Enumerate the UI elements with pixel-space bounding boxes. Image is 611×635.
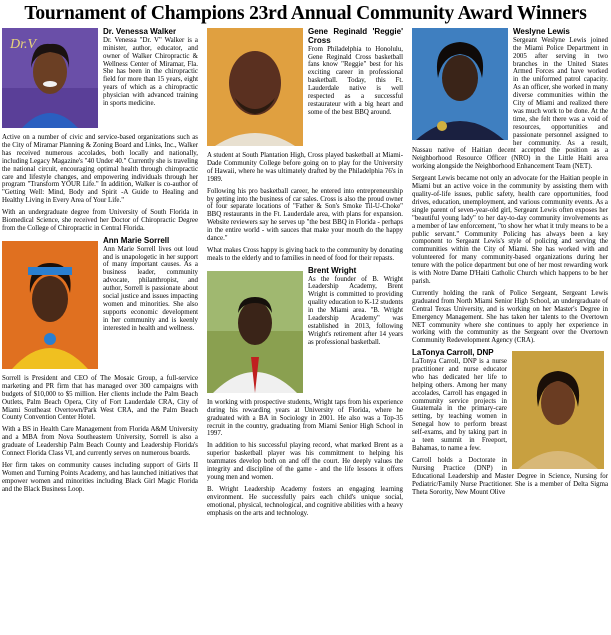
sorrell-paragraph-3: Her firm takes on community causes including support of Girls II Women and Turning Points Academy, and has launched initiatives that empower women and minorities including Black Girl Magic Florida and the Black Business Loop. — [2, 461, 198, 493]
carroll-photo — [512, 351, 608, 469]
lewis-photo — [412, 28, 508, 140]
wright-portrait — [207, 271, 303, 393]
cross-paragraph-3: What makes Cross happy is giving back to the community by donating meals to the elderly and to families in need of food for their repasts. — [207, 246, 403, 262]
cross-paragraph-1: A student at South Plantation High, Cross played basketball at Miami-Dade Community College before going on to play for the University of Hawaii, where he was ultimately drafted by the Philadelphia 76's in 1989. — [207, 152, 403, 183]
sorrell-portrait — [2, 241, 98, 369]
sorrell-intro: Ann Marie Sorrell lives out loud and is unapologetic in her support of many important causes. As a business leader, community advocate, philanthropist, and author, Sorrell is passionate about social justice and issues impacting women and minorities. She also supports economic development in her community and is keenly interested in health and wellness. — [103, 245, 198, 332]
carroll-intro: LaTonya Carroll, DNP is a nurse practitioner and nurse educator who has dedicated her life to helping others. Among her many accolades, Carroll has engaged in community service projects in Guatemala in the primary-care setting, by teaching women in Senegal how to perform breast self-exams, and by taking part in a teen summit in Freeport, Bahamas, to name a few. — [412, 358, 507, 452]
wright-paragraph-2: In addition to his successful playing record, what marked Brent as a superior basketball player was his commitment to helping his teammates develop both on and off the court. He deeply values the integrity and discipline of the game - and the life lessons it offers young men and women. — [207, 442, 403, 481]
lewis-paragraph-2: Currently holding the rank of Police Sergeant, Sergeant Lewis graduated from North Miami Senior High School, an undergraduate of Central Texas University, and is working on her Master's Degree in Emergency Management. She has taken her talents to the Overtown NET community where she continues to apply her experience in working with the community as the Sergeant over the Overtown Community Redevelopment Agency (CRA). — [412, 289, 608, 345]
sorrell-paragraph-2: With a BS in Health Care Management from Florida A&M University and a MBA from Nova Southeastern University, Sorrell is also a graduate of Leadership Palm Beach County and Leadership Florida's Connect Florida Class VI, and currently serves on numerous boards. — [2, 426, 198, 458]
column-3 — [412, 28, 608, 635]
wright-paragraph-3: B. Wright Leadership Academy fosters an engaging learning environment. He successfully pairs each child's unique social, emotional, physical, technological, and cognitive abilities with a heavy emphasis on the arts and technology. — [207, 485, 403, 517]
column-2 — [207, 28, 403, 635]
carroll-portrait — [512, 351, 604, 469]
lewis-name: Weslyne Lewis — [513, 28, 570, 36]
walker-paragraph-1: Active on a number of civic and service-based organizations such as the City of Miramar Planning & Zoning Board and Links, Inc., Walker has received numerous accolades, both locally and nationally, including Legacy Magazine's "40 Under 40." Currently she is traveling the national circuit, encouraging optimal health through chiropractic care and lifestyle changes, and empowering individuals through her program "Transform YOUR Life." In addition, Walker is co-author of "Getting Well: Mind, Body and Spirit -A Guide to Healing and Healthy Living in Every Area of Your Life." — [2, 134, 198, 205]
sorrell-paragraph-1: Sorrell is President and CEO of The Mosaic Group, a full-service marketing and PR firm that has managed over 300 campaigns with budgets of $10,000 to $5 million. Her clients include the Palm Beach Outlets, Palm Beach Opera, City of Fort Lauderdale CRA, City of Miami Southeast Overtown/Park West CRA, and the Palm Beach County Convention Center Hotel. — [2, 374, 198, 422]
wright-name: Brent Wright — [308, 265, 357, 275]
page-title: Tournament of Champions 23rd Annual Community Award Winners — [24, 3, 587, 24]
walker-name: Dr. Venessa Walker — [103, 28, 177, 36]
lewis-intro: Sergeant Weslyne Lewis joined the Miami Police Department in 2005 after serving in two branches in the United States Armed Forces and have worked in the uniformed patrol capacity. As an officer, she worked in many diverse communities within the City of Miami and realized there was much work to be done. At the time, she felt there was a void of resources, opportunities and passionate personnel assigned to her community. As a result, Nassau native of Haitian decent accepted the position as a Neighborhood Resource Officer (NRO) in the Little Haiti area working alongside the Neighborhood Enhancement Team (NET). — [412, 36, 608, 171]
column-1 — [2, 28, 198, 635]
cross-portrait — [207, 28, 303, 146]
sorrell-photo — [2, 241, 98, 369]
wright-paragraph-1: In working with prospective students, Wright taps from his experience during his rewarding years at University of Florida, where he graduated with a BA in Sociology in 2001. He also was a Top-35 recruit in the country, graduating from Miami Senior High School in 1997. — [207, 398, 403, 438]
wright-intro: As the founder of B. Wright Leadership Academy, Brent Wright is committed to providing quality education to K-12 students in the Miami area. "B. Wright Leadership Academy" was established in 2013, following Wright's retirement after 14 years as professional basketball. — [308, 275, 403, 346]
cross-name: Gene Reginald 'Reggie' Cross — [308, 28, 403, 45]
cross-intro: From Philadelphia to Honolulu, Gene Reginald Cross basketball fans know "Reggie" best for his exciting career in professional basketball. Today, this Ft. Lauderdale native is well respected as a successful restaurateur with a big heart and some of the best BBQ around. — [308, 45, 403, 116]
walker-intro: Dr. Venessa "Dr. V" Walker is a minister, author, educator, and owner of Walker Chiropractic & Wellness Center of Miramar, Fla. She has been in the chiropractic field for more than 15 years, eight years of which as a chiropractic physician with advanced training in sports medicine. — [103, 36, 198, 108]
lewis-portrait — [412, 28, 508, 140]
cross-photo — [207, 28, 303, 146]
cross-paragraph-2: Following his pro basketball career, he entered into entrepreneurship by getting into the business of car sales. Cross is also the proud owner of four separate locations of "Father & Son's Smoke Til-U-Choke" BBQ restaurants in the Ft. Lauderdale area, with plans for expansion. Website reviewers say he serves up "the best BBQ in Florida - perhaps in the entire world - with sauces that make your mouth do the happy dance." — [207, 187, 403, 243]
wright-photo — [207, 271, 303, 393]
walker-photo — [2, 28, 98, 128]
lewis-paragraph-1: Sergeant Lewis became not only an advocate for the Haitian people in Miami but an active voice in the community by assisting them with quality-of-life issues, public safety, health care opportunities, food drives, education, unemployment, and various community events. As a single parent of seven-year-old girl, Sergeant Lewis often exposes her "beautiful young lady" to her day-to-day community involvements as a member of law enforcement, "to show her what it truly means to be a public servant." Community Policing has always been a key component to Sergeant Lewis's style of policing and serving the communities within the City of Miami. She has worked with and volunteered for many community-based organizations during her tenure with the police department but one of her most rewarding work is with Notre Dame D'Haiti Catholic Church which happens to be her parish. — [412, 175, 608, 285]
carroll-paragraph-1: Carroll holds a Doctorate in Nursing Practice (DNP) in Educational Leadership and Master Degree in Science, Nursing for Pediatric/Family Nurse Practitioner. She is a member of Delta Sigma Theta Sorority, New Mount Olive — [412, 456, 608, 496]
svg-text:Dr.V: Dr.V — [10, 37, 37, 52]
sorrell-name: Ann Marie Sorrell — [103, 235, 170, 245]
walker-paragraph-2: With an undergraduate degree from University of South Florida in Biomedical Science, she received her Doctor of Chiropractic Degree from the College of Chiropractic in Central Florida. — [2, 209, 198, 232]
walker-portrait — [2, 28, 98, 128]
carroll-name: LaTonya Carroll, DNP — [412, 348, 494, 358]
